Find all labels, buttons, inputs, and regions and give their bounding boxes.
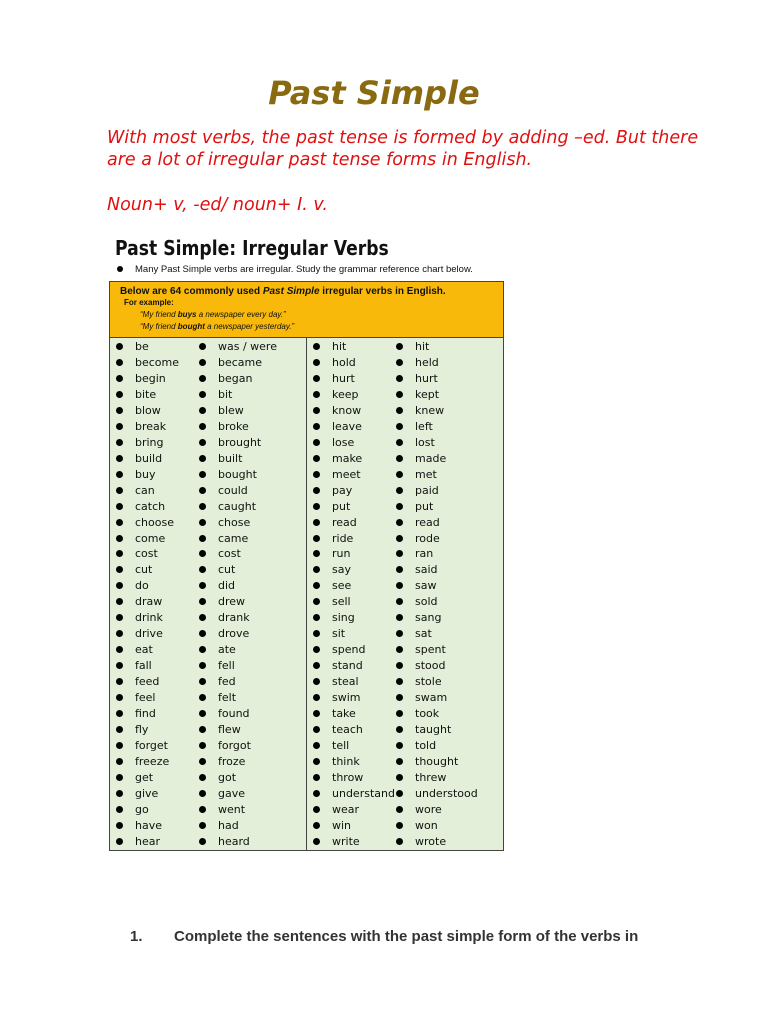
header-text: Below are 64 commonly used — [120, 286, 263, 297]
bullet-icon — [396, 662, 403, 669]
bullet-icon — [199, 439, 206, 446]
base-verb: ride — [332, 531, 354, 545]
base-verb: say — [332, 563, 351, 577]
bullet-icon — [396, 598, 403, 605]
base-verb: make — [332, 451, 363, 465]
bullet-icon — [116, 550, 123, 557]
base-verb: find — [135, 707, 156, 721]
bullet-icon — [313, 582, 320, 589]
bullet-icon — [199, 710, 206, 717]
bullet-icon — [396, 582, 403, 589]
bullet-icon — [396, 806, 403, 813]
bullet-icon — [313, 614, 320, 621]
bullet-icon — [199, 582, 206, 589]
base-verb: teach — [332, 723, 363, 737]
base-verb: feel — [135, 691, 156, 705]
bullet-icon — [116, 694, 123, 701]
bullet-icon — [116, 710, 123, 717]
past-simple-verb: could — [218, 483, 248, 497]
bullet-icon — [313, 726, 320, 733]
bullet-icon — [313, 838, 320, 845]
header-text-end: irregular verbs in English. — [319, 286, 446, 297]
bullet-icon — [116, 630, 123, 637]
question-number: 1. — [130, 928, 143, 945]
past-simple-verb: blew — [218, 403, 244, 417]
chart-note-text: Many Past Simple verbs are irregular. Study the grammar reference chart below. — [135, 264, 473, 275]
past-simple-verb: got — [218, 770, 237, 784]
bullet-icon — [313, 758, 320, 765]
base-verb: do — [135, 579, 149, 593]
bullet-icon — [116, 662, 123, 669]
base-verb: become — [135, 355, 180, 369]
bullet-icon — [313, 439, 320, 446]
bullet-icon — [313, 391, 320, 398]
bullet-icon — [199, 503, 206, 510]
base-verb: bite — [135, 387, 157, 401]
bullet-icon — [396, 503, 403, 510]
base-verb: give — [135, 786, 159, 800]
past-simple-verb: told — [415, 739, 437, 752]
past-simple-verb: came — [218, 531, 249, 545]
past-simple-verb: fell — [218, 659, 235, 673]
past-simple-verb: caught — [218, 499, 257, 513]
bullet-icon — [116, 519, 123, 526]
base-verb: read — [332, 515, 357, 529]
bullet-icon — [313, 742, 320, 749]
bullet-icon — [313, 359, 320, 366]
bullet-icon — [199, 726, 206, 733]
past-simple-verb: had — [218, 818, 239, 832]
bullet-icon — [396, 439, 403, 446]
base-verb: catch — [135, 499, 166, 513]
base-verb: feed — [135, 675, 160, 689]
base-verb: win — [332, 818, 352, 832]
base-verb: know — [332, 403, 362, 417]
past-simple-verb: won — [415, 818, 438, 832]
base-verb: fall — [135, 659, 152, 673]
bullet-icon — [396, 471, 403, 478]
past-simple-verb: spent — [415, 643, 446, 657]
base-verb: have — [135, 818, 162, 832]
bullet-icon — [116, 822, 123, 829]
base-verb: hear — [135, 834, 161, 848]
past-simple-verb: forgot — [218, 739, 251, 752]
bullet-icon — [199, 359, 206, 366]
bullet-icon — [199, 598, 206, 605]
bullet-icon — [199, 487, 206, 494]
base-verb: drink — [135, 611, 163, 625]
base-verb: sell — [332, 595, 351, 609]
bullet-icon — [116, 455, 123, 462]
past-simple-verb: rode — [415, 531, 440, 545]
bullet-icon — [313, 503, 320, 510]
bullet-icon — [396, 630, 403, 637]
past-simple-verb: drank — [218, 611, 250, 625]
base-verb: can — [135, 483, 155, 497]
bullet-icon — [116, 598, 123, 605]
bullet-icon — [116, 407, 123, 414]
chart-heading: Past Simple: Irregular Verbs — [115, 236, 389, 260]
base-verb: throw — [332, 770, 364, 784]
for-example-label: For example: — [124, 298, 174, 307]
past-simple-verb: drew — [218, 595, 246, 609]
bullet-icon — [396, 455, 403, 462]
base-verb: steal — [332, 675, 359, 689]
bullet-icon — [116, 742, 123, 749]
base-verb: take — [332, 707, 356, 721]
bullet-icon — [199, 375, 206, 382]
base-verb: choose — [135, 515, 174, 529]
base-verb: fly — [135, 723, 149, 737]
bullet-icon — [396, 694, 403, 701]
example-text: “My friend — [140, 310, 178, 319]
past-simple-verb: wore — [415, 802, 442, 816]
bullet-icon — [313, 806, 320, 813]
base-verb: write — [332, 834, 360, 848]
bullet-icon — [199, 423, 206, 430]
past-simple-verb: hit — [415, 340, 430, 353]
past-simple-verb: went — [218, 802, 246, 816]
base-verb: break — [135, 419, 167, 433]
base-verb: wear — [332, 802, 360, 816]
bullet-icon — [199, 550, 206, 557]
question-text: Complete the sentences with the past simple form of the verbs in — [174, 928, 639, 945]
bullet-icon — [199, 742, 206, 749]
bullet-icon — [199, 774, 206, 781]
past-simple-verb: began — [218, 371, 253, 385]
base-verb: put — [332, 499, 351, 513]
bullet-icon — [116, 774, 123, 781]
past-simple-verb: took — [415, 707, 440, 721]
bullet-icon — [313, 471, 320, 478]
past-simple-verb: swam — [415, 691, 448, 705]
base-verb: see — [332, 579, 352, 593]
bullet-icon — [116, 359, 123, 366]
past-simple-verb: fed — [218, 675, 236, 689]
base-verb: forget — [135, 739, 168, 752]
base-verb: bring — [135, 435, 164, 449]
base-verb: understand — [332, 786, 395, 800]
bullet-icon — [116, 678, 123, 685]
bullet-icon — [199, 838, 206, 845]
base-verb: run — [332, 547, 351, 561]
example-verb: buys — [177, 310, 197, 319]
bullet-icon — [313, 566, 320, 573]
bullet-icon — [199, 391, 206, 398]
bullet-icon — [199, 630, 206, 637]
bullet-icon — [396, 487, 403, 494]
bullet-icon — [199, 758, 206, 765]
bullet-icon — [199, 790, 206, 797]
bullet-icon — [116, 423, 123, 430]
bullet-icon — [313, 710, 320, 717]
chart-note — [117, 264, 473, 275]
past-simple-verb: was / were — [218, 340, 277, 353]
bullet-icon — [116, 614, 123, 621]
bullet-icon — [199, 822, 206, 829]
bullet-icon — [199, 662, 206, 669]
base-verb: hurt — [332, 371, 355, 385]
bullet-icon — [116, 343, 123, 350]
past-simple-verb: felt — [218, 691, 237, 705]
bullet-icon — [313, 455, 320, 462]
past-simple-verb: put — [415, 499, 434, 513]
past-simple-verb: cost — [218, 547, 241, 561]
base-verb: leave — [332, 419, 362, 433]
formula-text: Noun+ v, -ed/ noun+ I. v. — [107, 195, 328, 215]
bullet-icon — [313, 790, 320, 797]
bullet-icon — [116, 806, 123, 813]
past-simple-verb: did — [218, 579, 236, 593]
past-simple-verb: ran — [415, 547, 434, 561]
base-verb: meet — [332, 467, 361, 481]
bullet-icon — [199, 614, 206, 621]
base-verb: draw — [135, 595, 163, 609]
bullet-icon — [396, 614, 403, 621]
bullet-icon — [313, 343, 320, 350]
bullet-icon — [313, 407, 320, 414]
past-simple-verb: made — [415, 451, 447, 465]
bullet-icon — [199, 343, 206, 350]
bullet-icon — [313, 646, 320, 653]
bullet-icon — [396, 790, 403, 797]
example-text-end: a newspaper yesterday.” — [204, 322, 295, 331]
base-verb: tell — [332, 739, 350, 752]
base-verb: think — [332, 754, 360, 768]
past-simple-verb: flew — [218, 723, 241, 737]
past-simple-verb: built — [218, 451, 243, 465]
bullet-icon — [313, 375, 320, 382]
past-simple-verb: read — [415, 515, 440, 529]
past-simple-verb: sat — [415, 627, 432, 641]
bullet-icon — [396, 774, 403, 781]
bullet-icon — [116, 726, 123, 733]
example-text-end: a newspaper every day.” — [196, 310, 286, 319]
past-simple-verb: saw — [415, 579, 437, 593]
bullet-icon — [199, 806, 206, 813]
bullet-icon — [396, 822, 403, 829]
bullet-icon — [313, 423, 320, 430]
past-simple-verb: stole — [415, 675, 442, 689]
past-simple-verb: thought — [415, 754, 459, 768]
example-text: “My friend — [140, 322, 178, 331]
bullet-icon — [396, 726, 403, 733]
bullet-icon — [116, 439, 123, 446]
past-simple-verb: became — [218, 355, 263, 369]
bullet-icon — [199, 535, 206, 542]
bullet-icon — [199, 646, 206, 653]
bullet-icon — [313, 774, 320, 781]
bullet-icon — [116, 646, 123, 653]
page-title: Past Simple — [268, 74, 480, 112]
past-simple-verb: threw — [415, 770, 447, 784]
bullet-icon — [313, 598, 320, 605]
past-simple-verb: gave — [218, 786, 246, 800]
bullet-icon — [116, 375, 123, 382]
past-simple-verb: hurt — [415, 371, 438, 385]
base-verb: sing — [332, 611, 355, 625]
bullet-icon — [396, 710, 403, 717]
bullet-icon — [199, 694, 206, 701]
example-verb: bought — [177, 322, 205, 331]
bullet-icon — [116, 471, 123, 478]
past-simple-verb: held — [415, 355, 439, 369]
irregular-verbs-table — [109, 281, 504, 851]
bullet-icon — [396, 838, 403, 845]
column-divider — [306, 338, 307, 850]
bullet-icon — [116, 535, 123, 542]
past-simple-verb: found — [218, 707, 250, 721]
base-verb: sit — [332, 627, 346, 641]
past-simple-verb: sang — [415, 611, 442, 625]
header-line — [120, 286, 446, 297]
past-simple-verb: wrote — [415, 834, 447, 848]
base-verb: drive — [135, 627, 163, 641]
bullet-icon — [116, 503, 123, 510]
bullet-icon — [116, 838, 123, 845]
base-verb: freeze — [135, 754, 170, 768]
base-verb: get — [135, 770, 154, 784]
base-verb: cost — [135, 547, 158, 561]
past-simple-verb: brought — [218, 435, 262, 449]
bullet-icon — [396, 519, 403, 526]
past-simple-verb: cut — [218, 563, 236, 577]
bullet-icon — [396, 423, 403, 430]
bullet-icon — [199, 566, 206, 573]
past-simple-verb: understood — [415, 786, 478, 800]
base-verb: pay — [332, 483, 353, 497]
past-simple-verb: kept — [415, 387, 440, 401]
bullet-icon — [199, 678, 206, 685]
base-verb: build — [135, 451, 163, 465]
past-simple-verb: left — [415, 419, 433, 433]
base-verb: swim — [332, 691, 361, 705]
bullet-icon — [116, 487, 123, 494]
past-simple-verb: said — [415, 563, 438, 577]
bullet-icon — [313, 630, 320, 637]
bullet-icon — [313, 662, 320, 669]
bullet-icon — [116, 566, 123, 573]
base-verb: hold — [332, 355, 356, 369]
past-simple-verb: bought — [218, 467, 257, 481]
base-verb: stand — [332, 659, 363, 673]
bullet-icon — [313, 535, 320, 542]
base-verb: buy — [135, 467, 156, 481]
past-simple-verb: knew — [415, 403, 445, 417]
intro-text: With most verbs, the past tense is formed by adding –ed. But there are a lot of irregular past tense forms in English. — [107, 128, 699, 170]
bullet-icon — [116, 758, 123, 765]
base-verb: blow — [135, 403, 161, 417]
bullet-icon — [313, 694, 320, 701]
base-verb: spend — [332, 643, 366, 657]
bullet-icon — [396, 343, 403, 350]
base-verb: cut — [135, 563, 153, 577]
past-simple-verb: froze — [218, 754, 246, 768]
bullet-icon — [396, 375, 403, 382]
bullet-icon — [199, 407, 206, 414]
base-verb: lose — [332, 435, 355, 449]
past-simple-verb: taught — [415, 723, 452, 737]
header-emphasis: Past Simple — [262, 286, 320, 297]
base-verb: eat — [135, 643, 153, 657]
bullet-icon — [313, 678, 320, 685]
example-sentence-1 — [140, 310, 286, 319]
past-simple-verb: bit — [218, 387, 233, 401]
past-simple-verb: ate — [218, 643, 236, 657]
past-simple-verb: paid — [415, 483, 439, 497]
past-simple-verb: chose — [218, 515, 251, 529]
bullet-icon — [396, 646, 403, 653]
bullet-icon — [313, 487, 320, 494]
past-simple-verb: stood — [415, 659, 446, 673]
base-verb: be — [135, 340, 149, 353]
bullet-icon — [199, 519, 206, 526]
base-verb: keep — [332, 387, 359, 401]
bullet-icon — [313, 519, 320, 526]
bullet-icon — [396, 391, 403, 398]
bullet-icon — [396, 742, 403, 749]
base-verb: go — [135, 802, 149, 816]
table-header — [110, 282, 503, 338]
past-simple-verb: broke — [218, 419, 249, 433]
bullet-icon — [396, 678, 403, 685]
bullet-icon — [396, 758, 403, 765]
bullet-icon — [116, 582, 123, 589]
bullet-icon — [116, 790, 123, 797]
past-simple-verb: heard — [218, 834, 250, 848]
base-verb: come — [135, 531, 166, 545]
example-sentence-2 — [140, 322, 294, 331]
bullet-icon — [199, 471, 206, 478]
past-simple-verb: drove — [218, 627, 250, 641]
bullet-icon — [199, 455, 206, 462]
bullet-icon — [116, 391, 123, 398]
past-simple-verb: met — [415, 467, 437, 481]
base-verb: begin — [135, 371, 166, 385]
past-simple-verb: sold — [415, 595, 438, 609]
base-verb: hit — [332, 340, 347, 353]
exercise-question — [130, 928, 638, 945]
bullet-icon — [313, 550, 320, 557]
bullet-icon — [313, 822, 320, 829]
bullet-icon — [396, 566, 403, 573]
bullet-icon — [396, 550, 403, 557]
bullet-icon — [396, 535, 403, 542]
past-simple-verb: lost — [415, 435, 435, 449]
bullet-icon — [396, 407, 403, 414]
bullet-icon — [117, 266, 123, 272]
bullet-icon — [396, 359, 403, 366]
